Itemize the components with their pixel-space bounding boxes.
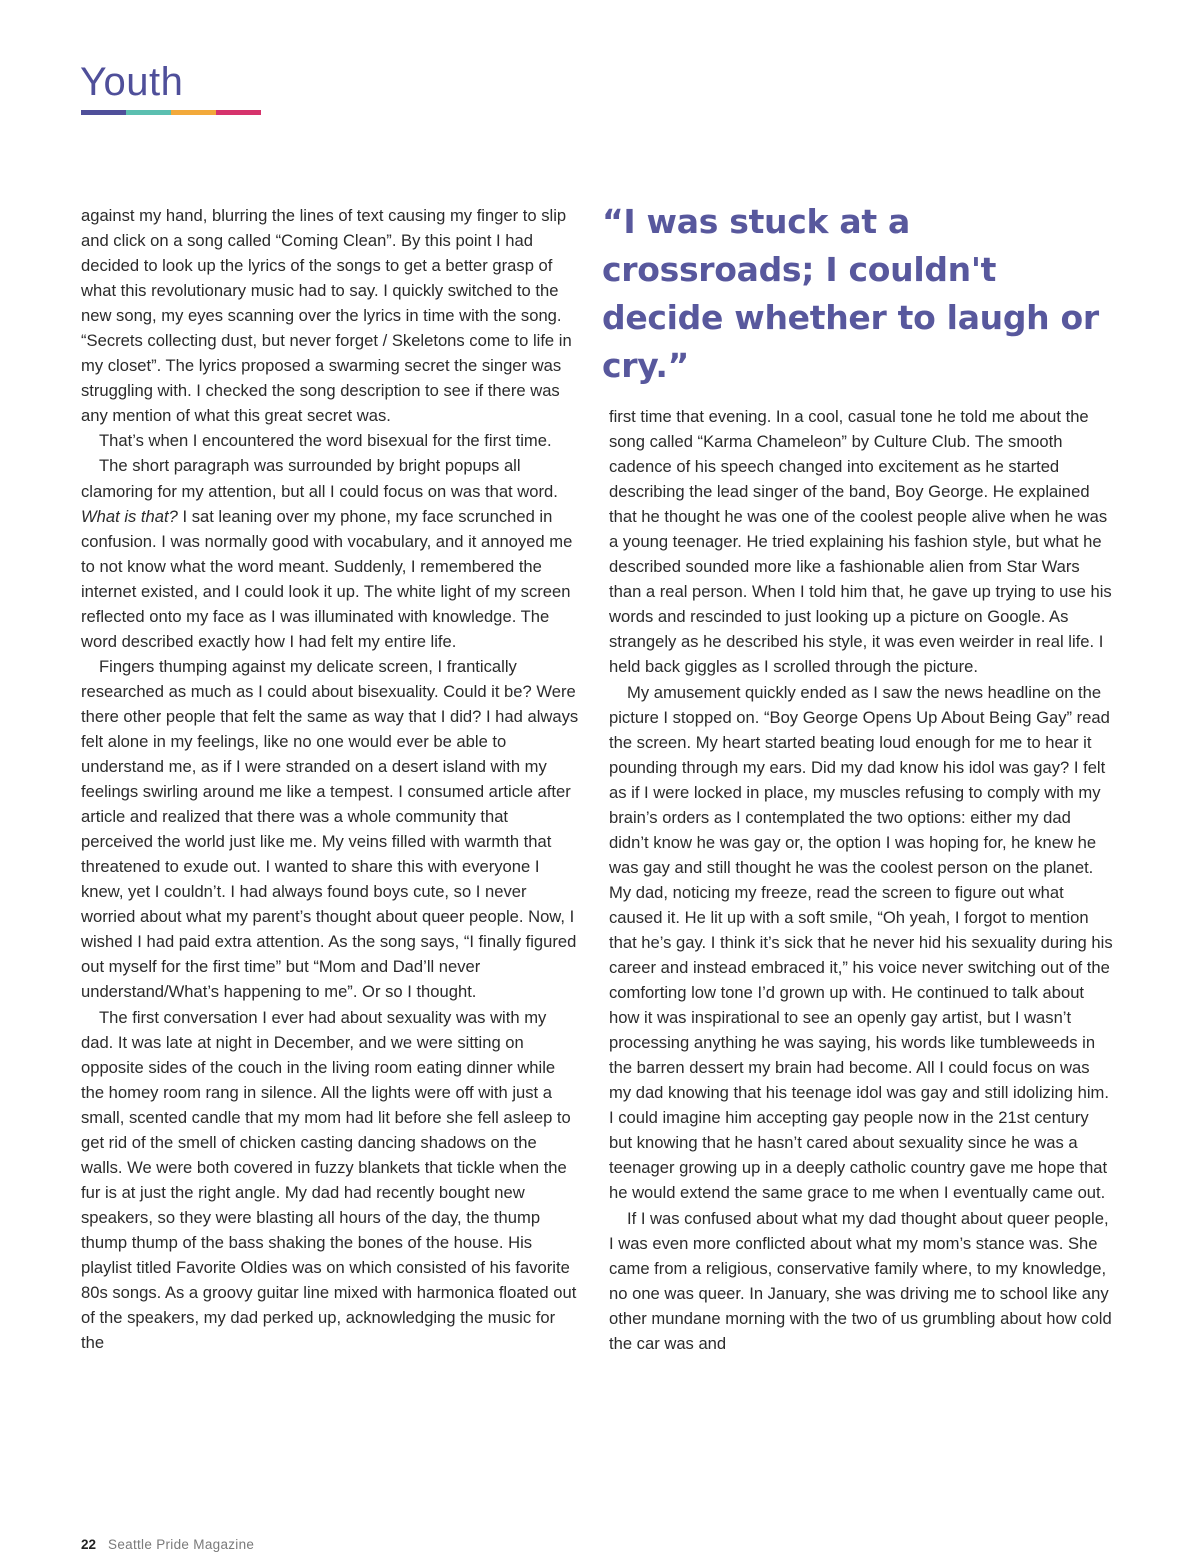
page-footer xyxy=(81,1537,254,1552)
pull-quote: “I was stuck at a crossroads; I couldn't decide whether to laugh or cry.” xyxy=(602,202,1099,385)
page-number: 22 xyxy=(81,1537,97,1552)
section-title: Youth xyxy=(80,60,184,104)
paragraph xyxy=(81,453,581,653)
paragraph: first time that evening. In a cool, casual tone he told me about the song called “Karma Chameleon” by Culture Club. The smooth cadence of his speech changed into excitement as he started describing the lead singer of the band, Boy George. He explained that he thought he was one of the coolest people alive when he was a young teenager. He tried explaining his fashion style, but what he described sounded more like a fashionable alien from Star Wars than a real person. When I told him that, he gave up trying to use his words and rescinded to just looking up a picture on Google. As strangely as he described his style, it was even weirder in real life. I held back giggles as I scrolled through the picture. xyxy=(609,407,1112,677)
paragraph: Fingers thumping against my delicate screen, I frantically researched as much as I could about bisexuality. Could it be? Were there other people that felt the same as way that I did? I had always felt alone in my feelings, like no one would ever be able to understand me, as if I were stranded on a desert island with my feelings swirling around me like a tempest. I consumed article after article and realized that there was a whole community that perceived the world just like me. My veins filled with warmth that threatened to exude out. I wanted to share this with everyone I knew, yet I couldn’t. I had always found boys cute, so I never worried about what my parent’s thought about queer people. Now, I wished I had paid extra attention. As the song says, “I finally figured out myself for the first time” but “Mom and Dad’ll never understand/What’s happening to me”. Or so I thought. xyxy=(81,656,579,1002)
accent-color-bar xyxy=(81,110,261,115)
accent-segment-purple xyxy=(81,110,126,115)
italic-phrase: What is that? xyxy=(81,506,178,526)
article-column-right xyxy=(609,404,1114,1356)
paragraph-text: I sat leaning over my phone, my face scrunched in confusion. I was normally good with vocabulary, and it annoyed me to not know what the word meant. Suddenly, I remembered the internet existed, and I could look it up. The white light of my screen reflected onto my face as I was illuminated with knowledge. The word described exactly how I had felt my entire life. xyxy=(81,506,573,651)
paragraph: against my hand, blurring the lines of text causing my finger to slip and click on a song called “Coming Clean”. By this point I had decided to look up the lyrics of the songs to get a better grasp of what this revolutionary music had to say. I quickly switched to the new song, my eyes scanning over the lyrics in time with the song. “Secrets collecting dust, but never forget / Skeletons come to life in my closet”. The lyrics proposed a swarming secret the singer was struggling with. I checked the song description to see if there was any mention of what this great secret was. xyxy=(81,206,572,426)
magazine-name: Seattle Pride Magazine xyxy=(108,1537,255,1552)
paragraph-text: The short paragraph was surrounded by bright popups all clamoring for my attention, but all I could focus on was that word. xyxy=(81,456,558,501)
accent-segment-pink xyxy=(216,110,261,115)
accent-segment-teal xyxy=(126,110,171,115)
paragraph: That’s when I encountered the word bisexual for the first time. xyxy=(99,431,552,451)
article-column-left xyxy=(81,203,581,1355)
accent-segment-orange xyxy=(171,110,216,115)
paragraph: If I was confused about what my dad thought about queer people, I was even more conflicted about what my mom’s stance was. She came from a religious, conservative family where, to my knowledge, no one was queer. In January, she was driving me to school like any other mundane morning with the two of us grumbling about how cold the car was and xyxy=(609,1208,1112,1353)
paragraph: My amusement quickly ended as I saw the news headline on the picture I stopped on. “Boy George Opens Up About Being Gay” read the screen. My heart started beating loud enough for me to hear it pounding through my ears. Did my dad know his idol was gay? I felt as if I were locked in place, my muscles refusing to comply with my brain’s orders as I contemplated the two options: either my dad didn’t know he was gay or, the option I was hoping for, he knew he was gay and still thought he was the coolest person on the planet. My dad, noticing my freeze, read the screen to figure out what caused it. He lit up with a soft smile, “Oh yeah, I forgot to mention that he’s gay. I think it’s sick that he never hid his sexuality during his career and instead embraced it,” his voice never switching out of the comforting low tone I’d grown up with. He continued to talk about how it was inspirational to see an openly gay artist, but I wasn’t processing anything he was saying, his words like tumbleweeds in the barren dessert my brain had become. All I could focus on was my dad knowing that his teenage idol was gay and still idolizing him. I could imagine him accepting gay people now in the 21st century but knowing that he hasn’t cared about sexuality since he was a teenager growing up in a deeply catholic country gave me hope that he would extend the same grace to me when I eventually came out. xyxy=(609,682,1113,1203)
paragraph: The first conversation I ever had about sexuality was with my dad. It was late at night in December, and we were sitting on opposite sides of the couch in the living room eating dinner while the homey room rang in silence. All the lights were off with just a small, scented candle that my mom had lit before she fell asleep to get rid of the smell of chicken casting dancing shadows on the walls. We were both covered in fuzzy blankets that tickle when the fur is at just the right angle. My dad had recently bought new speakers, so they were blasting all hours of the day, the thump thump thump of the bass shaking the bones of the house. His playlist titled Favorite Oldies was on which consisted of his favorite 80s songs. As a groovy guitar line mixed with harmonica floated out of the speakers, my dad perked up, acknowledging the music for the xyxy=(81,1007,577,1353)
